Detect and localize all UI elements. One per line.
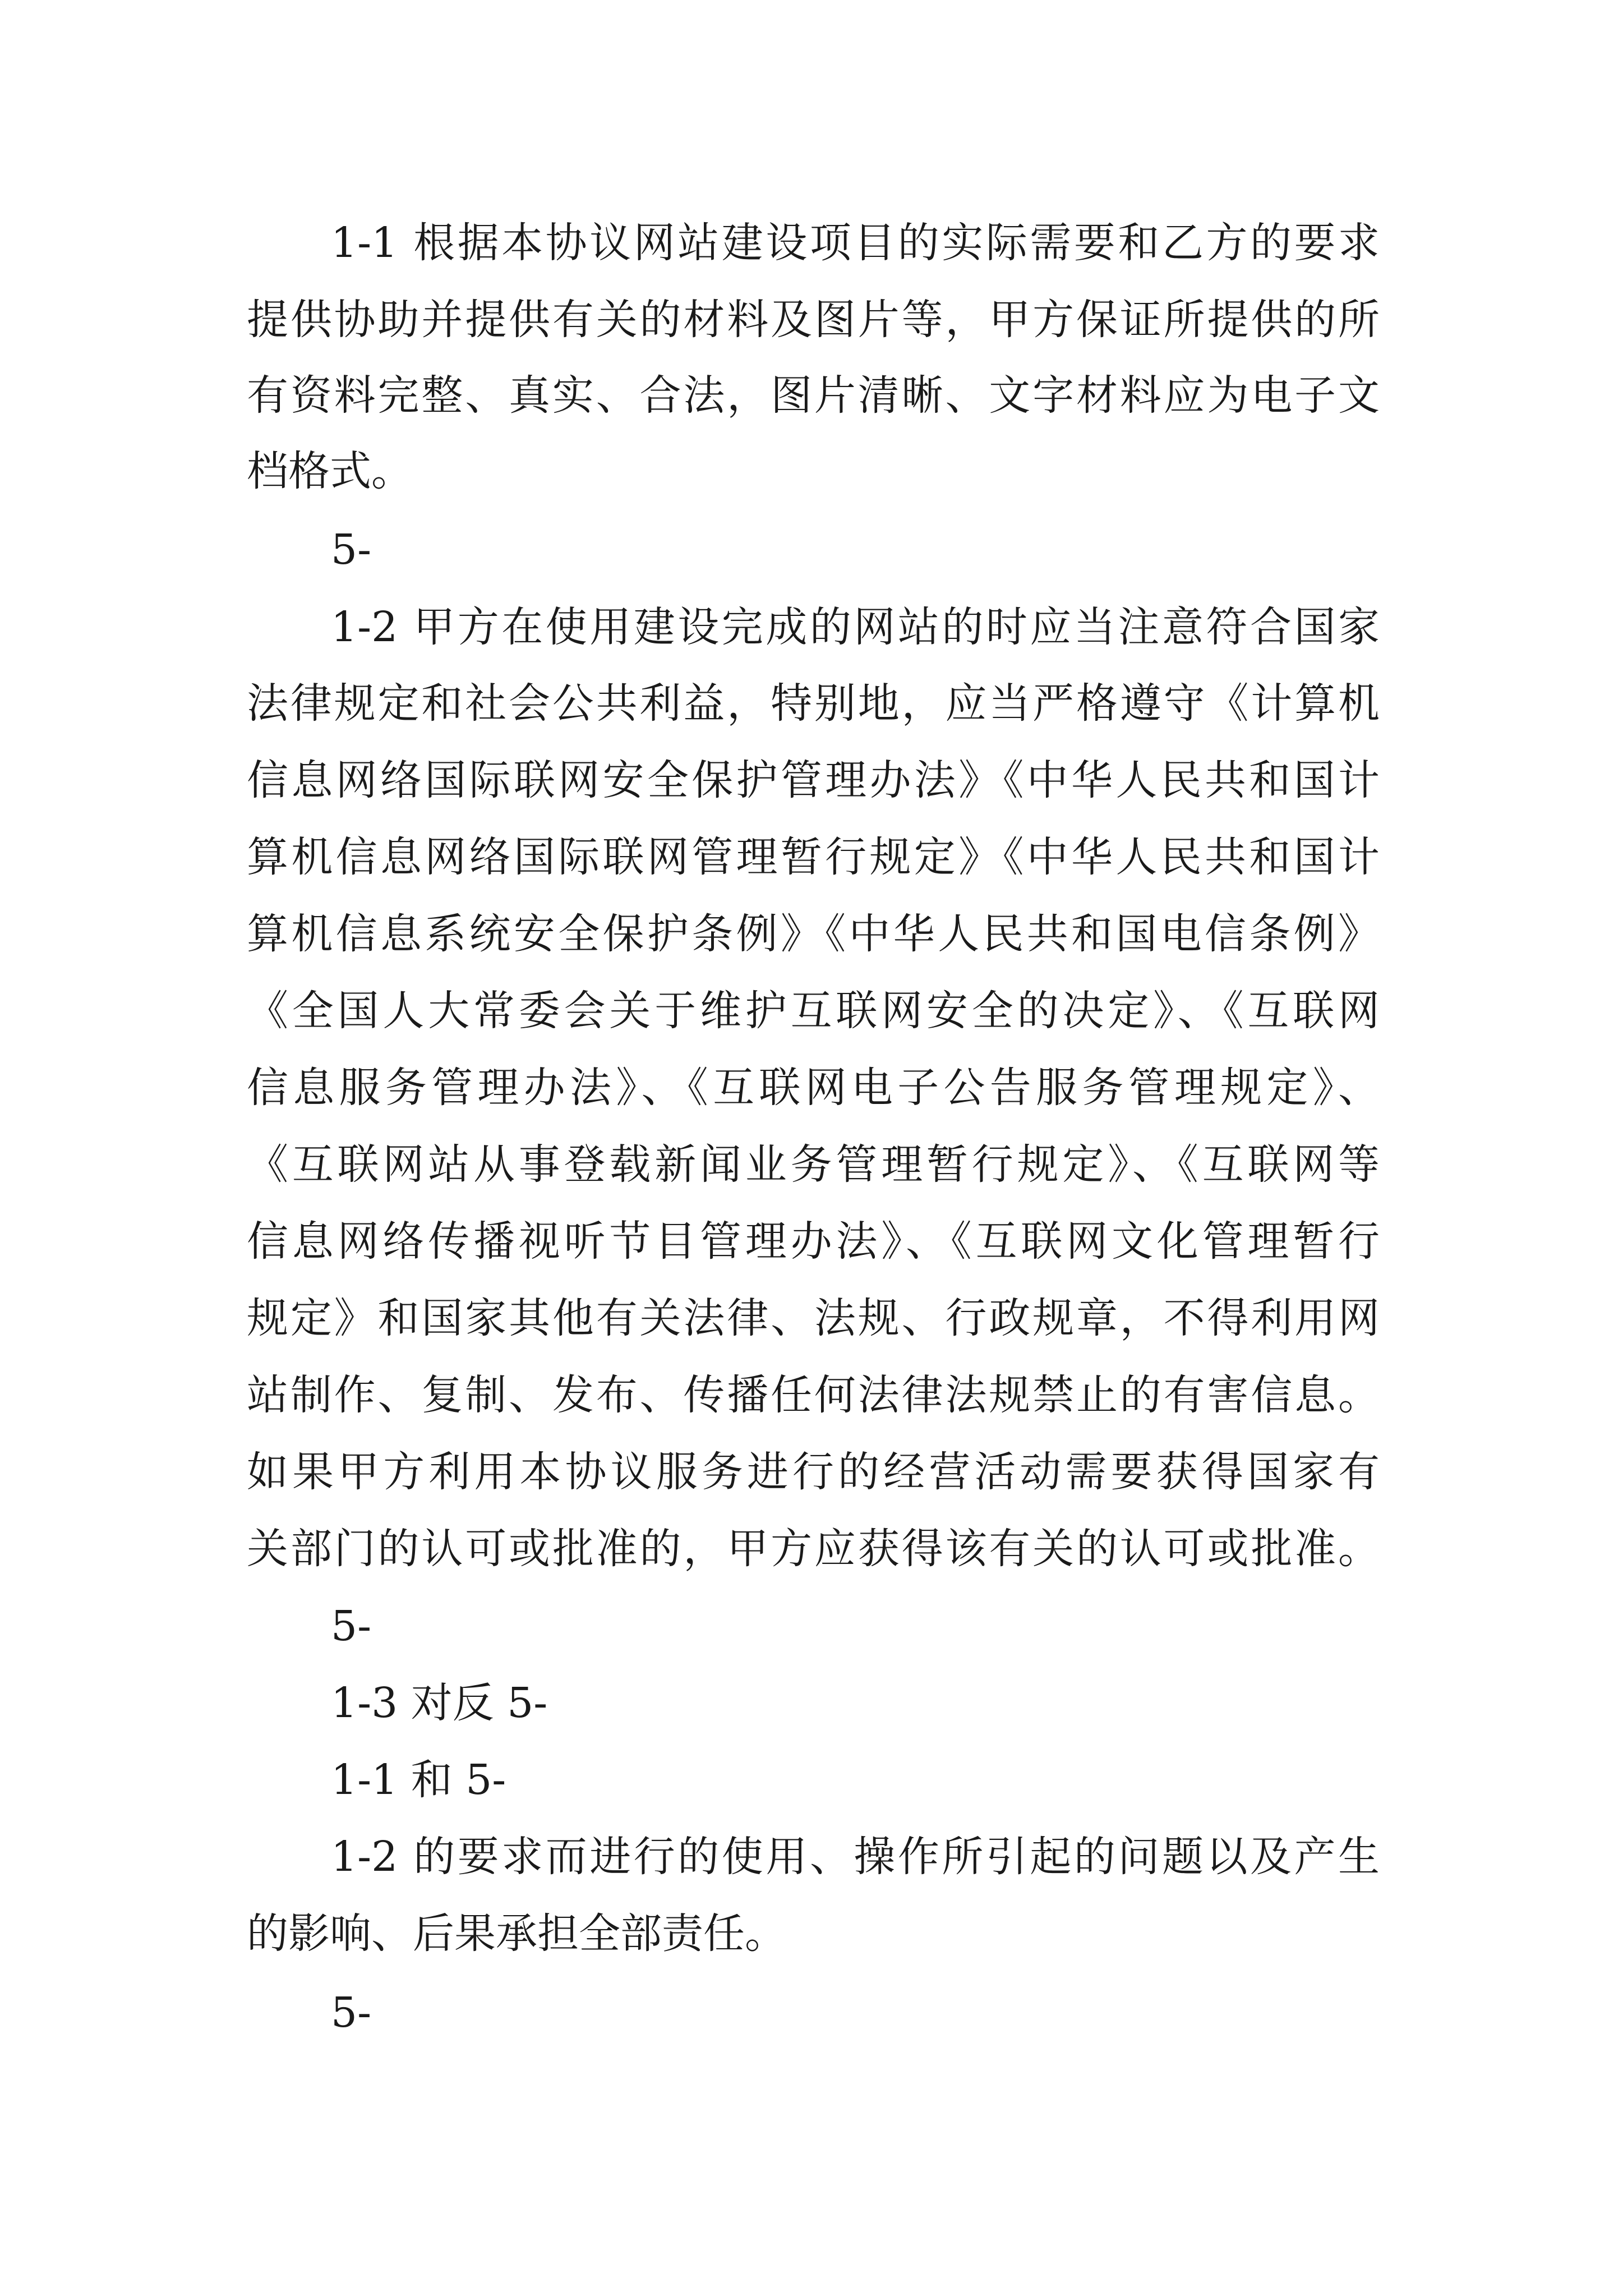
paragraph-1-line-1: 1-1 根据本协议网站建设项目的实际需要和乙方的要求: [331, 219, 1380, 267]
paragraph-2-line-8: 《互联网站从事登载新闻业务管理暂行规定》、《互联网等: [247, 1140, 1380, 1189]
paragraph-2-line-9: 信息网络传播视听节目管理办法》、《互联网文化管理暂行: [247, 1217, 1380, 1266]
paragraph-5-line-1: 1-2 的要求而进行的使用、操作所引起的问题以及产生: [331, 1833, 1380, 1881]
section-number-3: 5-: [331, 1989, 372, 2037]
section-number-1: 5-: [331, 526, 372, 574]
paragraph-2-line-6: 《全国人大常委会关于维护互联网安全的决定》、《互联网: [247, 987, 1380, 1035]
paragraph-1-line-2: 提供协助并提供有关的材料及图片等，甲方保证所提供的所: [247, 296, 1380, 344]
section-number-2: 5-: [331, 1602, 372, 1650]
paragraph-2-line-2: 法律规定和社会公共利益，特别地，应当严格遵守《计算机: [247, 679, 1380, 728]
paragraph-2-line-3: 信息网络国际联网安全保护管理办法》《中华人民共和国计: [247, 756, 1380, 804]
paragraph-2-line-12: 如果甲方利用本协议服务进行的经营活动需要获得国家有: [247, 1448, 1380, 1496]
paragraph-2-line-7: 信息服务管理办法》、《互联网电子公告服务管理规定》、: [247, 1064, 1380, 1112]
paragraph-4-heading: 1-1 和 5-: [331, 1756, 506, 1804]
paragraph-3-heading: 1-3 对反 5-: [331, 1679, 548, 1727]
paragraph-2-line-13: 关部门的认可或批准的，甲方应获得该有关的认可或批准。: [247, 1525, 1380, 1573]
paragraph-2-line-1: 1-2 甲方在使用建设完成的网站的时应当注意符合国家: [331, 603, 1380, 651]
paragraph-2-line-11: 站制作、复制、发布、传播任何法律法规禁止的有害信息。: [247, 1371, 1380, 1419]
paragraph-1-line-3: 有资料完整、真实、合法，图片清晰、文字材料应为电子文: [247, 371, 1380, 420]
paragraph-2-line-5: 算机信息系统安全保护条例》《中华人民共和国电信条例》: [247, 910, 1380, 958]
paragraph-5-line-2: 的影响、后果承担全部责任。: [247, 1910, 786, 1958]
paragraph-2-line-4: 算机信息网络国际联网管理暂行规定》《中华人民共和国计: [247, 833, 1380, 881]
paragraph-2-line-10: 规定》和国家其他有关法律、法规、行政规章，不得利用网: [247, 1294, 1380, 1342]
paragraph-1-line-4: 档格式。: [247, 447, 413, 495]
